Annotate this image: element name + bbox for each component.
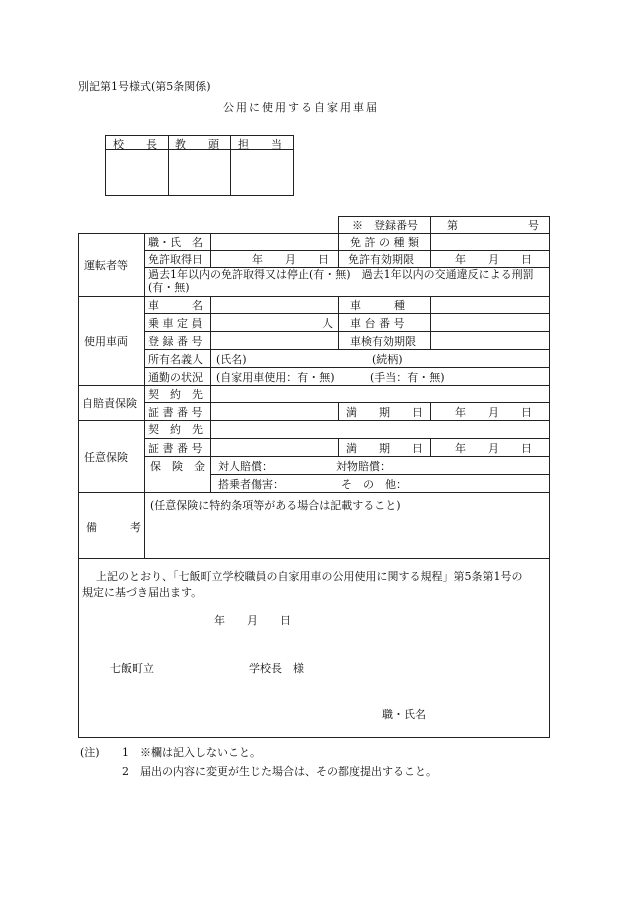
- school-name-prefix: 七飯町立: [110, 662, 154, 675]
- vehicle-name-field[interactable]: [211, 297, 338, 313]
- registration-number-field[interactable]: [460, 217, 524, 232]
- form-number: 別記第1号様式(第5条関係): [78, 80, 211, 93]
- compulsory-insurance-label: 自賠責保険: [82, 397, 137, 410]
- note-2: 2 届出の内容に変更が生じた場合は、その都度提出すること。: [122, 765, 437, 778]
- compulsory-cert-label: 証 書 番 号: [148, 406, 203, 419]
- owner-relationship-field[interactable]: (続柄): [372, 353, 403, 366]
- driver-section-label: 運転者等: [84, 259, 128, 272]
- declaration-line-2: 規定に基づき届出ます。: [82, 586, 203, 599]
- form-title: 公用に使用する自家用車届: [223, 101, 379, 114]
- compulsory-contractor-label: 契 約 先: [148, 388, 203, 401]
- registration-go: 号: [528, 219, 539, 232]
- compulsory-expiry-date[interactable]: 年 月 日: [455, 406, 532, 419]
- capacity-label: 乗 車 定 員: [148, 317, 203, 330]
- notes-label: (注): [80, 746, 100, 759]
- voluntary-cert-field[interactable]: [211, 439, 338, 456]
- license-acquired-label: 免許取得日: [148, 253, 203, 266]
- license-type-field[interactable]: [431, 234, 549, 250]
- remarks-field[interactable]: [145, 512, 549, 558]
- insurance-amount-label: 保 険 金: [150, 460, 205, 473]
- signature-label: 職・氏名: [382, 708, 426, 721]
- vehicle-name-label: 車 名: [148, 299, 203, 312]
- license-type-label: 免 許 の 種 類: [350, 236, 419, 249]
- capacity-field[interactable]: [211, 314, 319, 331]
- registration-plate-label: 登 録 番 号: [148, 335, 203, 348]
- other-coverage-field[interactable]: そ の 他：: [341, 478, 407, 491]
- commute-allowance[interactable]: (手当：有・無): [370, 371, 445, 384]
- note-1: 1 ※欄は記入しないこと。: [122, 746, 261, 759]
- bodily-injury-field[interactable]: 対人賠償：: [218, 460, 273, 473]
- principal-addressee: 学校長 様: [249, 662, 304, 675]
- driver-name-field[interactable]: [211, 234, 338, 250]
- approval-seal-staff[interactable]: [231, 150, 293, 195]
- license-expiry-label: 免許有効期限: [348, 253, 414, 266]
- voluntary-insurance-label: 任意保険: [84, 451, 128, 464]
- approval-seal-principal[interactable]: [106, 150, 168, 195]
- remarks-label: 備 考: [86, 521, 141, 534]
- chassis-number-label: 車 台 番 号: [350, 317, 405, 330]
- owner-name-field[interactable]: (氏名): [216, 353, 247, 366]
- license-expiry-date[interactable]: 年 月 日: [455, 253, 532, 266]
- voluntary-expiry-date[interactable]: 年 月 日: [455, 442, 532, 455]
- registration-plate-field[interactable]: [211, 332, 338, 349]
- owner-label: 所有名義人: [148, 353, 203, 366]
- remarks-note: (任意保険に特約条項等がある場合は記載すること): [150, 499, 401, 512]
- approval-staff-label: 担 当: [238, 138, 282, 151]
- commute-label: 通勤の状況: [148, 371, 203, 384]
- inspection-expiry-field[interactable]: [431, 332, 549, 349]
- approval-principal-label: 校 長: [113, 138, 157, 151]
- submission-date[interactable]: 年 月 日: [214, 614, 291, 627]
- registration-number-label: ※ 登録番号: [352, 219, 418, 232]
- voluntary-contractor-label: 契 約 先: [148, 423, 203, 436]
- inspection-expiry-label: 車検有効期限: [350, 335, 416, 348]
- compulsory-expiry-label: 満 期 日: [346, 406, 423, 419]
- voluntary-contractor-field[interactable]: [211, 421, 549, 438]
- chassis-number-field[interactable]: [431, 314, 549, 331]
- signature-field[interactable]: [434, 704, 544, 720]
- license-acquired-date[interactable]: 年 月 日: [252, 253, 329, 266]
- voluntary-cert-label: 証 書 番 号: [148, 442, 203, 455]
- declaration-line-1: 上記のとおり、「七飯町立学校職員の自家用車の公用使用に関する規程」第5条第1号の: [96, 570, 523, 583]
- vehicle-type-label: 車 種: [350, 299, 405, 312]
- passenger-injury-field[interactable]: 搭乗者傷害：: [218, 478, 284, 491]
- approval-seal-vice-principal[interactable]: [169, 150, 230, 195]
- property-damage-field[interactable]: 対物賠償：: [336, 460, 391, 473]
- approval-vice-principal-label: 教 頭: [175, 138, 219, 151]
- driver-name-label: 職・氏 名: [148, 236, 203, 249]
- vehicle-section-label: 使用車両: [84, 335, 128, 348]
- vehicle-type-field[interactable]: [431, 297, 549, 313]
- violation-note: 過去1年以内の免許取得又は停止(有・無) 過去1年以内の交通違反による刑罰(有・無): [148, 268, 534, 294]
- voluntary-expiry-label: 満 期 日: [346, 442, 423, 455]
- capacity-unit: 人: [322, 317, 333, 330]
- commute-car-use[interactable]: (自家用車使用：有・無): [216, 371, 335, 384]
- compulsory-cert-field[interactable]: [211, 403, 338, 420]
- compulsory-contractor-field[interactable]: [211, 386, 549, 402]
- registration-dai: 第: [447, 219, 458, 232]
- school-name-field[interactable]: [160, 658, 246, 674]
